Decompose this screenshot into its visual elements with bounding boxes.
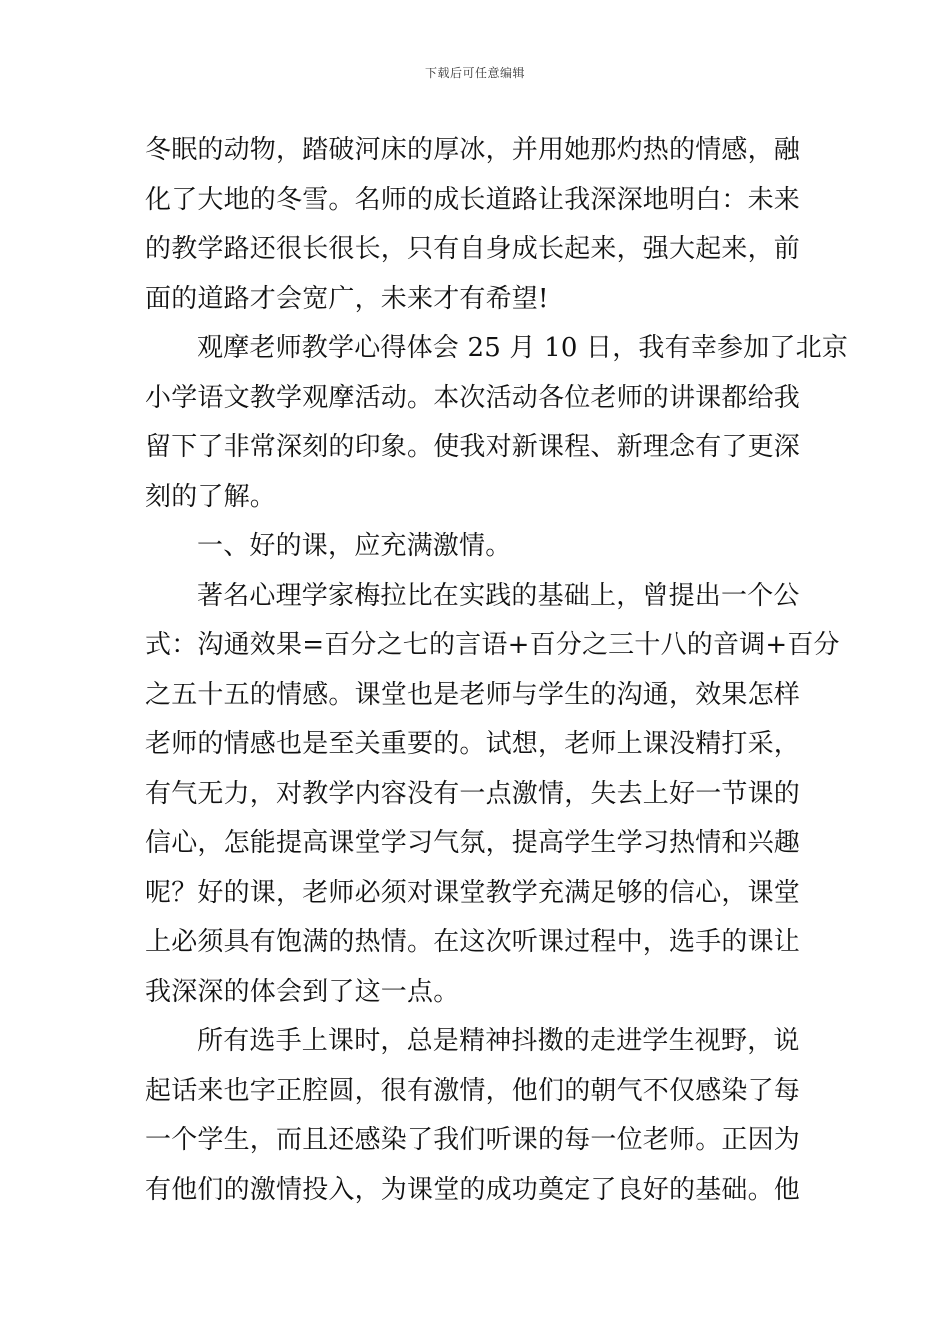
text-line: 之五十五的情感。课堂也是老师与学生的沟通，效果怎样 <box>145 679 801 710</box>
text-line: 面的道路才会宽广，未来才有希望! <box>145 283 549 314</box>
text-line: 起话来也字正腔圆，很有激情，他们的朝气不仅感染了每 <box>145 1075 801 1106</box>
page-header: 下载后可任意编辑 <box>424 66 525 80</box>
text-line: 上必须具有饱满的热情。在这次听课过程中，选手的课让 <box>145 927 801 957</box>
document-body <box>145 126 849 1215</box>
section-heading: 一、好的课，应充满激情。 <box>197 531 512 561</box>
text-line: 有他们的激情投入，为课堂的成功奠定了良好的基础。他 <box>145 1174 801 1205</box>
paragraph-start-line: 所有选手上课时，总是精神抖擞的走进学生视野，说 <box>197 1026 800 1056</box>
text-line: 小学语文教学观摩活动。本次活动各位老师的讲课都给我 <box>145 382 801 413</box>
text-line: 我深深的体会到了这一点。 <box>145 976 460 1007</box>
text-line: 一个学生，而且还感染了我们听课的每一位老师。正因为 <box>145 1125 801 1155</box>
text-line: 式：沟通效果=百分之七的言语+百分之三十八的音调+百分 <box>145 630 840 660</box>
text-line: 刻的了解。 <box>145 481 277 512</box>
text-line: 的教学路还很长很长，只有自身成长起来，强大起来，前 <box>145 234 801 264</box>
text-line: 留下了非常深刻的印象。使我对新课程、新理念有了更深 <box>145 432 801 462</box>
text-line: 老师的情感也是至关重要的。试想，老师上课没精打采， <box>145 729 801 759</box>
paragraph-start-line: 观摩老师教学心得体会 25 月 10 日，我有幸参加了北京 <box>197 333 849 363</box>
text-line: 有气无力，对教学内容没有一点激情，失去上好一节课的 <box>145 778 801 809</box>
text-line: 化了大地的冬雪。名师的成长道路让我深深地明白：未来 <box>145 184 801 215</box>
text-line: 信心，怎能提高课堂学习气氛，提高学生学习热情和兴趣 <box>145 828 801 858</box>
paragraph-start-line: 著名心理学家梅拉比在实践的基础上，曾提出一个公 <box>197 580 800 611</box>
text-line: 呢？好的课，老师必须对课堂教学充满足够的信心，课堂 <box>145 877 801 908</box>
text-line: 冬眠的动物，踏破河床的厚冰，并用她那灼热的情感，融 <box>145 135 801 165</box>
